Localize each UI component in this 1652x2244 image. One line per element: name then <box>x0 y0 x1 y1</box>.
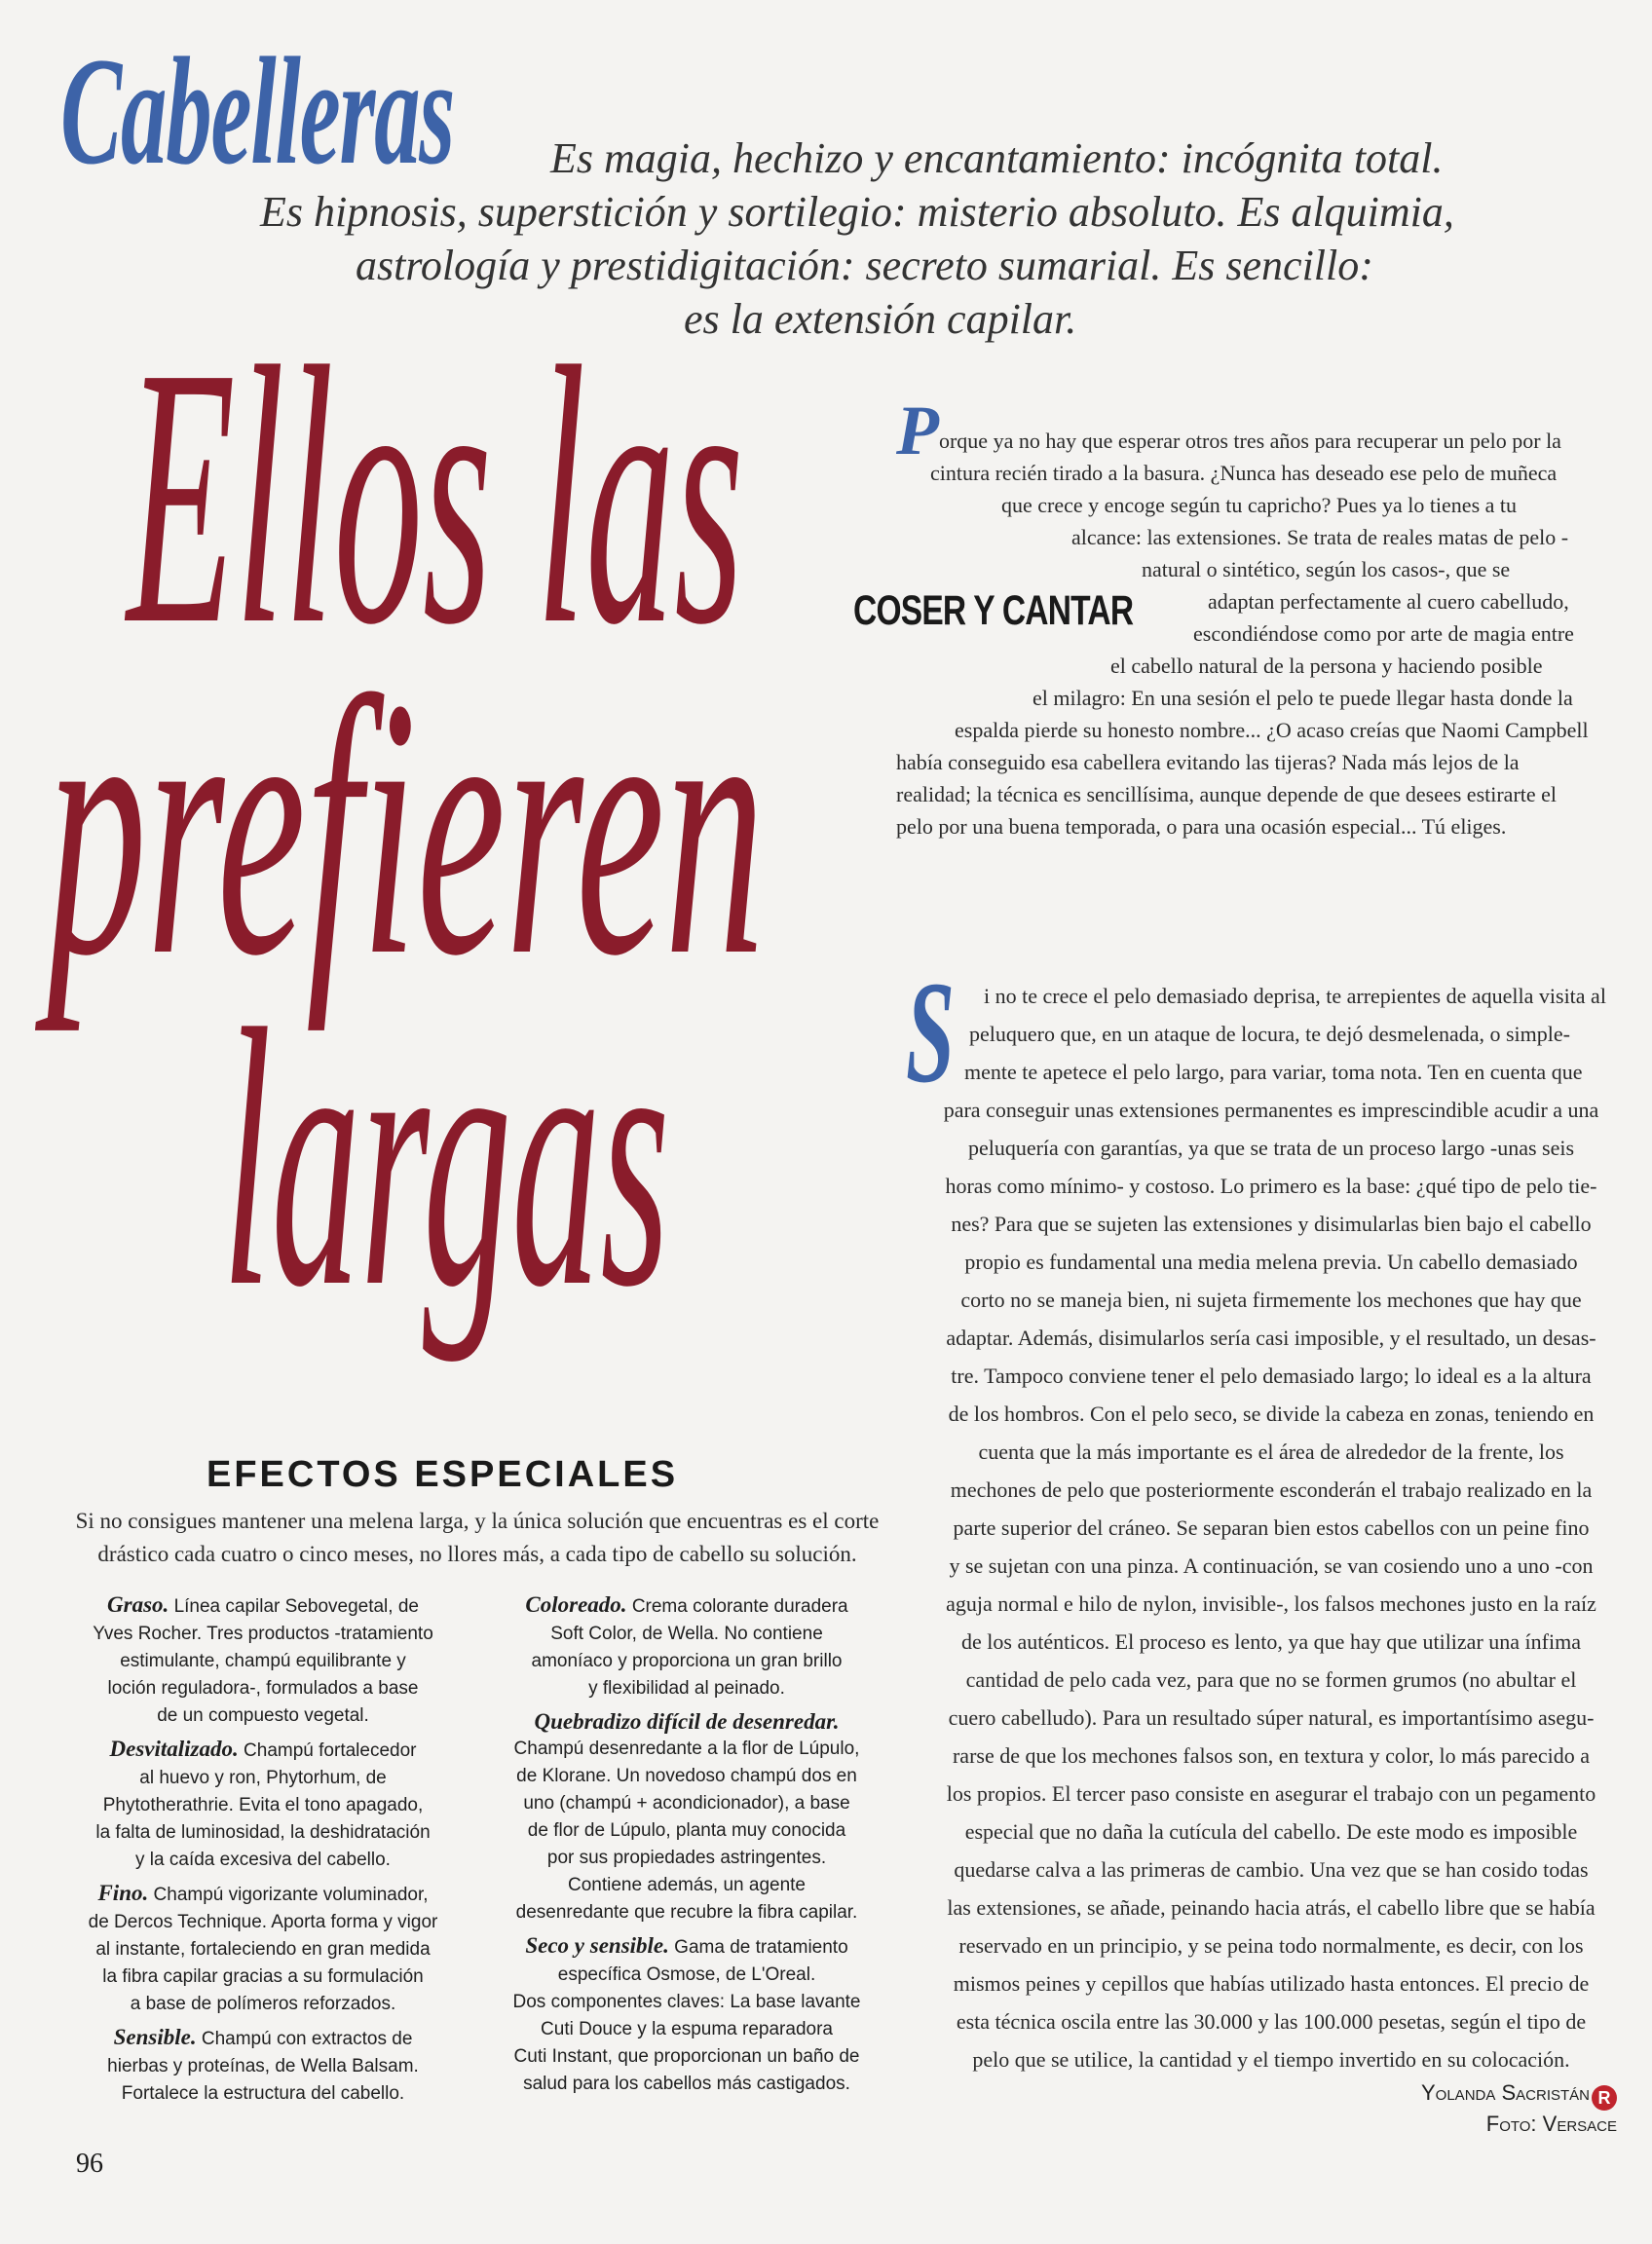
product-line: estimulante, champú equilibrante y <box>120 1651 406 1671</box>
product-line: loción reguladora-, formulados a base <box>107 1678 419 1699</box>
body-line: horas como mínimo- y costoso. Lo primero es la base: ¿qué tipo de pelo tie- <box>945 1174 1597 1198</box>
product-entry <box>477 1932 896 2098</box>
product-line: Contiene además, un agente <box>567 1875 806 1895</box>
intro-line: orque ya no hay que esperar otros tres años para recuperar un pelo por la <box>938 429 1561 453</box>
product-line: la fibra capilar gracias a su formulación <box>102 1966 424 1987</box>
deck-line: Es magia, hechizo y encantamiento: incógnita total. <box>550 134 1444 182</box>
main-drop-cap: S <box>906 952 956 1113</box>
intro-drop-cap: P <box>896 392 939 469</box>
body-line: tre. Tampoco conviene tener el pelo demasiado largo; lo ideal es a la altura <box>951 1364 1592 1388</box>
body-line: para conseguir unas extensiones permanentes es imprescindible acudir a una <box>943 1098 1599 1122</box>
product-first-line <box>477 1932 896 1962</box>
product-line: amoníaco y proporciona un gran brillo <box>531 1651 843 1671</box>
product-first-line <box>54 1736 472 1765</box>
headline-line: prefieren <box>47 622 765 1032</box>
product-entry <box>477 1591 896 1702</box>
body-line: pelo que se utilice, la cantidad y el tiempo invertido en su colocación. <box>972 2047 1570 2072</box>
intro-line: cintura recién tirado a la basura. ¿Nunca has deseado ese pelo de muñeca <box>930 461 1558 485</box>
product-first-line <box>477 1591 896 1621</box>
product-line: Dos componentes claves: La base lavante <box>512 1992 861 2012</box>
body-line: de los hombros. Con el pelo seco, se divide la cabeza en zonas, teniendo en <box>948 1402 1595 1426</box>
products-right-column <box>477 1591 896 2104</box>
body-line: rarse de que los mechones falsos son, en textura y color, lo más parecido a <box>952 1743 1591 1768</box>
body-line: cuero cabelludo). Para un resultado súper natural, es importantísimo asegu- <box>948 1705 1595 1730</box>
product-line: de un compuesto vegetal. <box>157 1705 369 1726</box>
intro-line: escondiéndose como por arte de magia entre <box>1193 621 1574 646</box>
product-line: Champú con extractos de <box>201 2029 413 2049</box>
product-line: de Dercos Technique. Aporta forma y vigor <box>88 1912 438 1932</box>
body-line: mente te apetece el pelo largo, para variar, toma nota. Ten en cuenta que <box>964 1060 1583 1084</box>
efectos-title: EFECTOS ESPECIALES <box>206 1454 679 1495</box>
credit-photo: Foto: Versace <box>1485 2112 1617 2136</box>
product-line: hierbas y proteínas, de Wella Balsam. <box>107 2056 419 2076</box>
product-line: Línea capilar Sebovegetal, de <box>173 1596 419 1617</box>
product-line: uno (champú + acondicionador), a base <box>523 1793 850 1814</box>
subhead-coser-y-cantar: COSER Y CANTAR <box>853 587 1134 634</box>
intro-line: pelo por una buena temporada, o para una ocasión especial... Tú eliges. <box>896 814 1507 839</box>
product-line: Gama de tratamiento <box>674 1937 848 1958</box>
intro-line: había conseguido esa cabellera evitando las tijeras? Nada más lejos de la <box>896 750 1520 774</box>
product-line: Fortalece la estructura del cabello. <box>121 2083 405 2104</box>
product-line: Phytotherathrie. Evita el tono apagado, <box>102 1795 424 1815</box>
deck-line: Es hipnosis, superstición y sortilegio: misterio absoluto. Es alquimia, <box>260 188 1454 236</box>
section-title: Cabelleras <box>60 26 455 197</box>
body-line: propio es fundamental una media melena previa. Un cabello demasiado <box>964 1250 1578 1274</box>
product-line: Champú fortalecedor <box>244 1740 417 1761</box>
body-line: peluquería con garantías, ya que se trata de un proceso largo -unas seis <box>967 1136 1575 1160</box>
body-line: i no te crece el pelo demasiado deprisa, te arrepientes de aquella visita al <box>984 984 1606 1008</box>
body-line: mismos peines y cepillos que habías utilizado hasta entonces. El precio de <box>953 1971 1590 1996</box>
product-name: Quebradizo difícil de desenredar. <box>534 1709 840 1734</box>
product-line: Cuti Instant, que proporcionan un baño de <box>513 2046 860 2067</box>
product-line: y flexibilidad al peinado. <box>588 1678 785 1699</box>
product-name: Seco y sensible. <box>525 1933 669 1958</box>
end-mark-icon: R <box>1592 2085 1617 2111</box>
page-number: 96 <box>76 2149 103 2179</box>
product-line: Soft Color, de Wella. No contiene <box>550 1624 823 1644</box>
product-entry <box>54 1736 472 1874</box>
product-entry <box>477 1708 896 1926</box>
product-line: Champú desenredante a la flor de Lúpulo, <box>513 1739 860 1759</box>
body-line: nes? Para que se sujeten las extensiones y disimularlas bien bajo el cabello <box>951 1212 1592 1236</box>
product-name: Fino. <box>97 1881 149 1905</box>
main-body-text <box>925 977 1617 2078</box>
product-line: al instante, fortaleciendo en gran medida <box>95 1939 431 1960</box>
body-line: adaptar. Además, disimularlos sería casi imposible, y el resultado, un desas- <box>946 1326 1596 1350</box>
product-name: Graso. <box>107 1592 169 1617</box>
product-line: la falta de luminosidad, la deshidratación <box>95 1822 431 1843</box>
body-line: mechones de pelo que posteriormente esconderán el trabajo realizado en la <box>950 1477 1593 1502</box>
product-name: Coloreado. <box>525 1592 627 1617</box>
product-line: Champú vigorizante voluminador, <box>153 1885 429 1905</box>
intro-line: espalda pierde su honesto nombre... ¿O acaso creías que Naomi Campbell <box>955 718 1589 742</box>
intro-line: natural o sintético, según los casos-, que se <box>1142 557 1511 581</box>
product-first-line <box>54 2024 472 2053</box>
intro-line: el milagro: En una sesión el pelo te puede llegar hasta donde la <box>1032 686 1573 710</box>
body-line: de los auténticos. El proceso es lento, ya que hay que utilizar una ínfima <box>961 1629 1581 1654</box>
body-line: especial que no daña la cutícula del cabello. De este modo es imposible <box>964 1819 1578 1844</box>
product-first-line <box>54 1880 472 1909</box>
credit-author: Yolanda Sacristán <box>1421 2080 1590 2105</box>
product-line: salud para los cabellos más castigados. <box>523 2074 850 2094</box>
body-line: esta técnica oscila entre las 30.000 y las 100.000 pesetas, según el tipo de <box>956 2009 1587 2034</box>
product-line: específica Osmose, de L'Oreal. <box>557 1964 816 1985</box>
body-line: aguja normal e hilo de nylon, invisible-, los falsos mechones justo en la raíz <box>946 1591 1596 1616</box>
body-line: corto no se maneja bien, ni sujeta firmemente los mechones que hay que <box>960 1288 1582 1312</box>
product-entry <box>54 1591 472 1730</box>
body-line: cantidad de pelo cada vez, para que no se formen grumos (no abultar el <box>965 1667 1577 1692</box>
product-name: Desvitalizado. <box>109 1737 239 1761</box>
intro-line: realidad; la técnica es sencillísima, aunque depende de que desees estirarte el <box>896 782 1558 806</box>
body-line: los propios. El tercer paso consiste en asegurar el trabajo con un pegamento <box>946 1781 1596 1806</box>
body-line: quedarse calva a las primeras de cambio. Una vez que se han cosido todas <box>954 1857 1589 1882</box>
body-line: peluquero que, en un ataque de locura, te dejó desmelenada, o simple- <box>969 1022 1570 1046</box>
intro-line: alcance: las extensiones. Se trata de reales matas de pelo - <box>1071 525 1569 549</box>
product-first-line <box>54 1591 472 1621</box>
product-line: a base de polímeros reforzados. <box>130 1994 396 2014</box>
efectos-intro: Si no consigues mantener una melena larga, y la única solución que encuentras es el corte drástico cada cuatro o cinco meses, no llores más, a cada tipo de cabello su solución. <box>75 1509 880 1566</box>
product-line: de Klorane. Un novedoso champú dos en <box>516 1766 857 1786</box>
product-name: Sensible. <box>113 2025 197 2049</box>
body-line: parte superior del cráneo. Se separan bien estos cabellos con un peine fino <box>953 1515 1590 1540</box>
credit <box>1305 2079 1617 2138</box>
product-line: por sus propiedades astringentes. <box>546 1848 827 1868</box>
product-line: Crema colorante duradera <box>631 1596 848 1617</box>
body-line: las extensiones, se añade, peinando hacia atrás, el cabello libre que se había <box>947 1895 1596 1920</box>
product-line: Yves Rocher. Tres productos -tratamiento <box>93 1624 433 1644</box>
headline-line: largas <box>222 954 670 1364</box>
body-line: y se sujetan con una pinza. A continuación, se van cosiendo uno a uno -con <box>949 1553 1594 1578</box>
product-line: de flor de Lúpulo, planta muy conocida <box>527 1820 846 1841</box>
products-left-column <box>54 1591 472 2113</box>
product-line: y la caída excesiva del cabello. <box>135 1850 391 1870</box>
product-entry <box>54 1880 472 2018</box>
intro-line: el cabello natural de la persona y haciendo posible <box>1110 654 1543 678</box>
deck-line: es la extensión capilar. <box>684 295 1077 343</box>
headline-line: Ellos las <box>127 291 744 701</box>
body-line: reservado en un principio, y se peina todo normalmente, es decir, con los <box>958 1933 1584 1958</box>
intro-line: que crece y encoge según tu capricho? Pues ya lo tienes a tu <box>1001 493 1518 517</box>
intro-line: adaptan perfectamente al cuero cabelludo, <box>1208 589 1569 614</box>
deck-line: astrología y prestidigitación: secreto sumarial. Es sencillo: <box>356 242 1373 289</box>
body-line: cuenta que la más importante es el área de alrededor de la frente, los <box>978 1440 1564 1464</box>
product-line: desenredante que recubre la fibra capilar. <box>515 1902 858 1923</box>
product-line: Cuti Douce y la espuma reparadora <box>541 2019 833 2039</box>
product-line: al huevo y ron, Phytorhum, de <box>139 1768 387 1788</box>
product-entry <box>54 2024 472 2108</box>
